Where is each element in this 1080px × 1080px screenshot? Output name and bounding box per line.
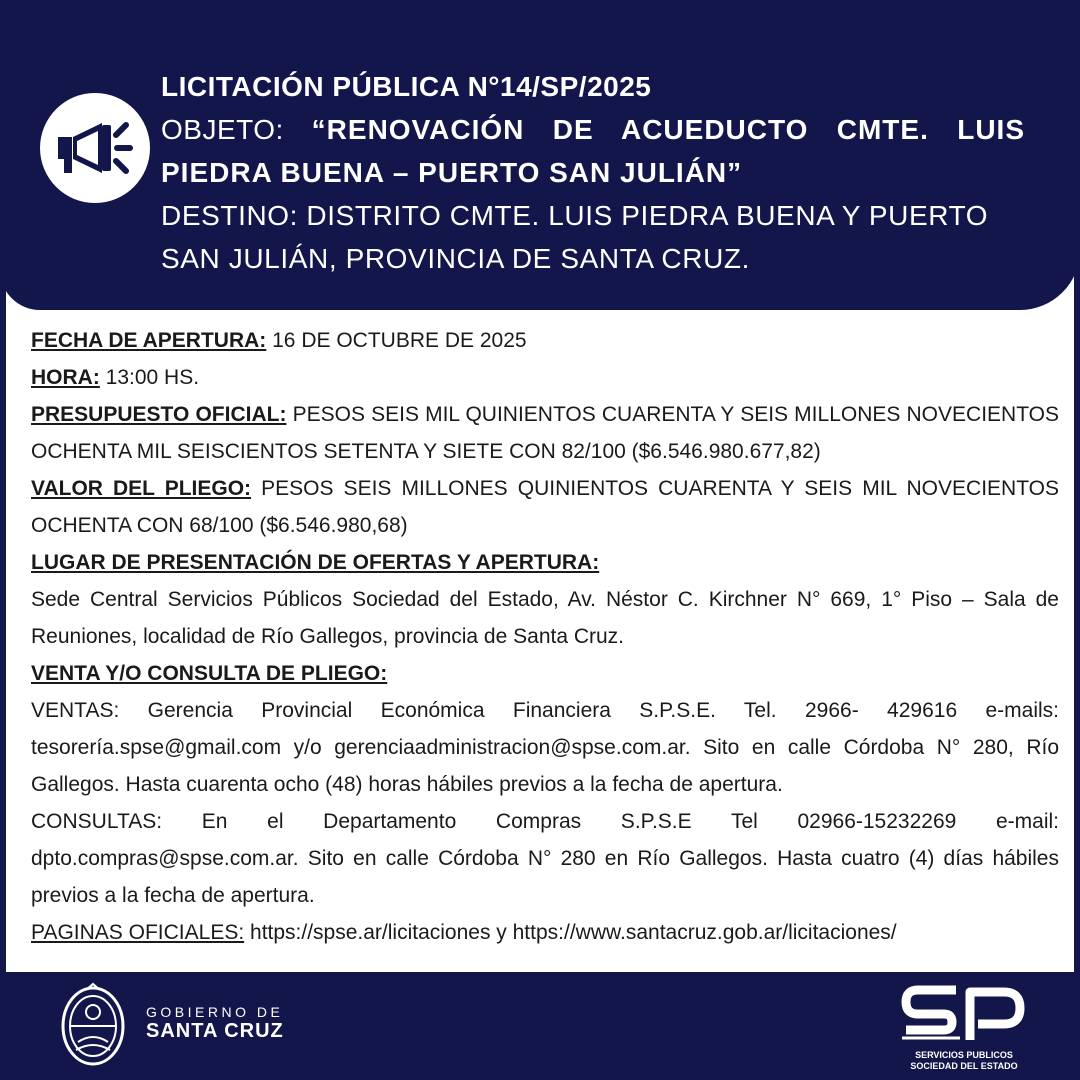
- paginas-row: [31, 914, 1059, 951]
- presupuesto-value: PESOS SEIS MIL QUINIENTOS CUARENTA Y SEIS MILLONES NOVECIENTOS OCHENTA MIL SEISCIENTOS SETENTA Y SIETE CON 82/100 ($6.546.980.677,82): [31, 403, 1059, 463]
- footer: [0, 972, 1080, 1080]
- presupuesto-row: [31, 396, 1059, 470]
- sp-line1: SERVICIOS PUBLICOS: [915, 1050, 1013, 1060]
- sp-line2: SOCIEDAD DEL ESTADO: [910, 1061, 1018, 1071]
- objeto-line: [161, 108, 1025, 194]
- lugar-value: Sede Central Servicios Públicos Sociedad del Estado, Av. Néstor C. Kirchner N° 669, 1° Piso – Sala de Reuniones, localidad de Río Gallegos, provincia de Santa Cruz.: [31, 588, 1059, 648]
- provincial-seal-icon: [58, 982, 128, 1068]
- megaphone-icon: [40, 93, 150, 203]
- paginas-value[interactable]: https://spse.ar/licitaciones y https://www.santacruz.gob.ar/licitaciones/: [250, 921, 897, 944]
- header-banner: [0, 0, 1080, 310]
- consultas-text: CONSULTAS: En el Departamento Compras S.P.S.E Tel 02966-15232269 e-mail: dpto.compras@spse.com.ar. Sito en calle Córdoba N° 280 en Río Gallegos. Hasta cuatro (4) días hábiles previos a la fecha de apertura.: [31, 810, 1059, 907]
- paginas-label: PAGINAS OFICIALES:: [31, 921, 245, 944]
- destino-line: DESTINO: DISTRITO CMTE. LUIS PIEDRA BUENA Y PUERTO SAN JULIÁN, PROVINCIA DE SANTA CRUZ.: [161, 200, 989, 274]
- hora-label: HORA:: [31, 366, 100, 389]
- details-panel: [6, 272, 1074, 972]
- hora-row: [31, 359, 1059, 396]
- valor-label: VALOR DEL PLIEGO:: [31, 477, 252, 500]
- presupuesto-label: PRESUPUESTO OFICIAL:: [31, 403, 287, 426]
- lugar-label: LUGAR DE PRESENTACIÓN DE OFERTAS Y APERTURA:: [31, 551, 600, 574]
- fecha-label: FECHA DE APERTURA:: [31, 329, 267, 352]
- sp-logo-icon: [900, 982, 1028, 1046]
- lugar-heading-row: [31, 544, 1059, 581]
- page-title: LICITACIÓN PÚBLICA N°14/SP/2025: [161, 71, 652, 102]
- fecha-value: 16 DE OCTUBRE DE 2025: [272, 329, 527, 352]
- venta-heading-row: [31, 655, 1059, 692]
- hora-value: 13:00 HS.: [105, 366, 200, 389]
- details-body: [31, 322, 1059, 951]
- gobierno-line2: SANTA CRUZ: [146, 1020, 284, 1042]
- valor-value: PESOS SEIS MILLONES QUINIENTOS CUARENTA Y SEIS MIL NOVECIENTOS OCHENTA CON 68/100 ($6.546.980,68): [31, 477, 1059, 537]
- gobierno-line1: GOBIERNO DE: [146, 1004, 284, 1020]
- header-text: [161, 66, 1025, 280]
- valor-row: [31, 470, 1059, 544]
- objeto-value: “RENOVACIÓN DE ACUEDUCTO CMTE. LUIS PIEDRA BUENA – PUERTO SAN JULIÁN”: [161, 114, 1025, 188]
- venta-label: VENTA Y/O CONSULTA DE PLIEGO:: [31, 662, 388, 685]
- objeto-label: OBJETO:: [161, 114, 284, 145]
- fecha-row: [31, 322, 1059, 359]
- ventas-text: VENTAS: Gerencia Provincial Económica Financiera S.P.S.E. Tel. 2966- 429616 e-mails: tesorería.spse@gmail.com y/o gerenciaadministracion@spse.com.ar. Sito en calle Córdoba N° 280, Río Gallegos. Hasta cuarenta ocho (48) horas hábiles previos a la fecha de apertura.: [31, 699, 1059, 796]
